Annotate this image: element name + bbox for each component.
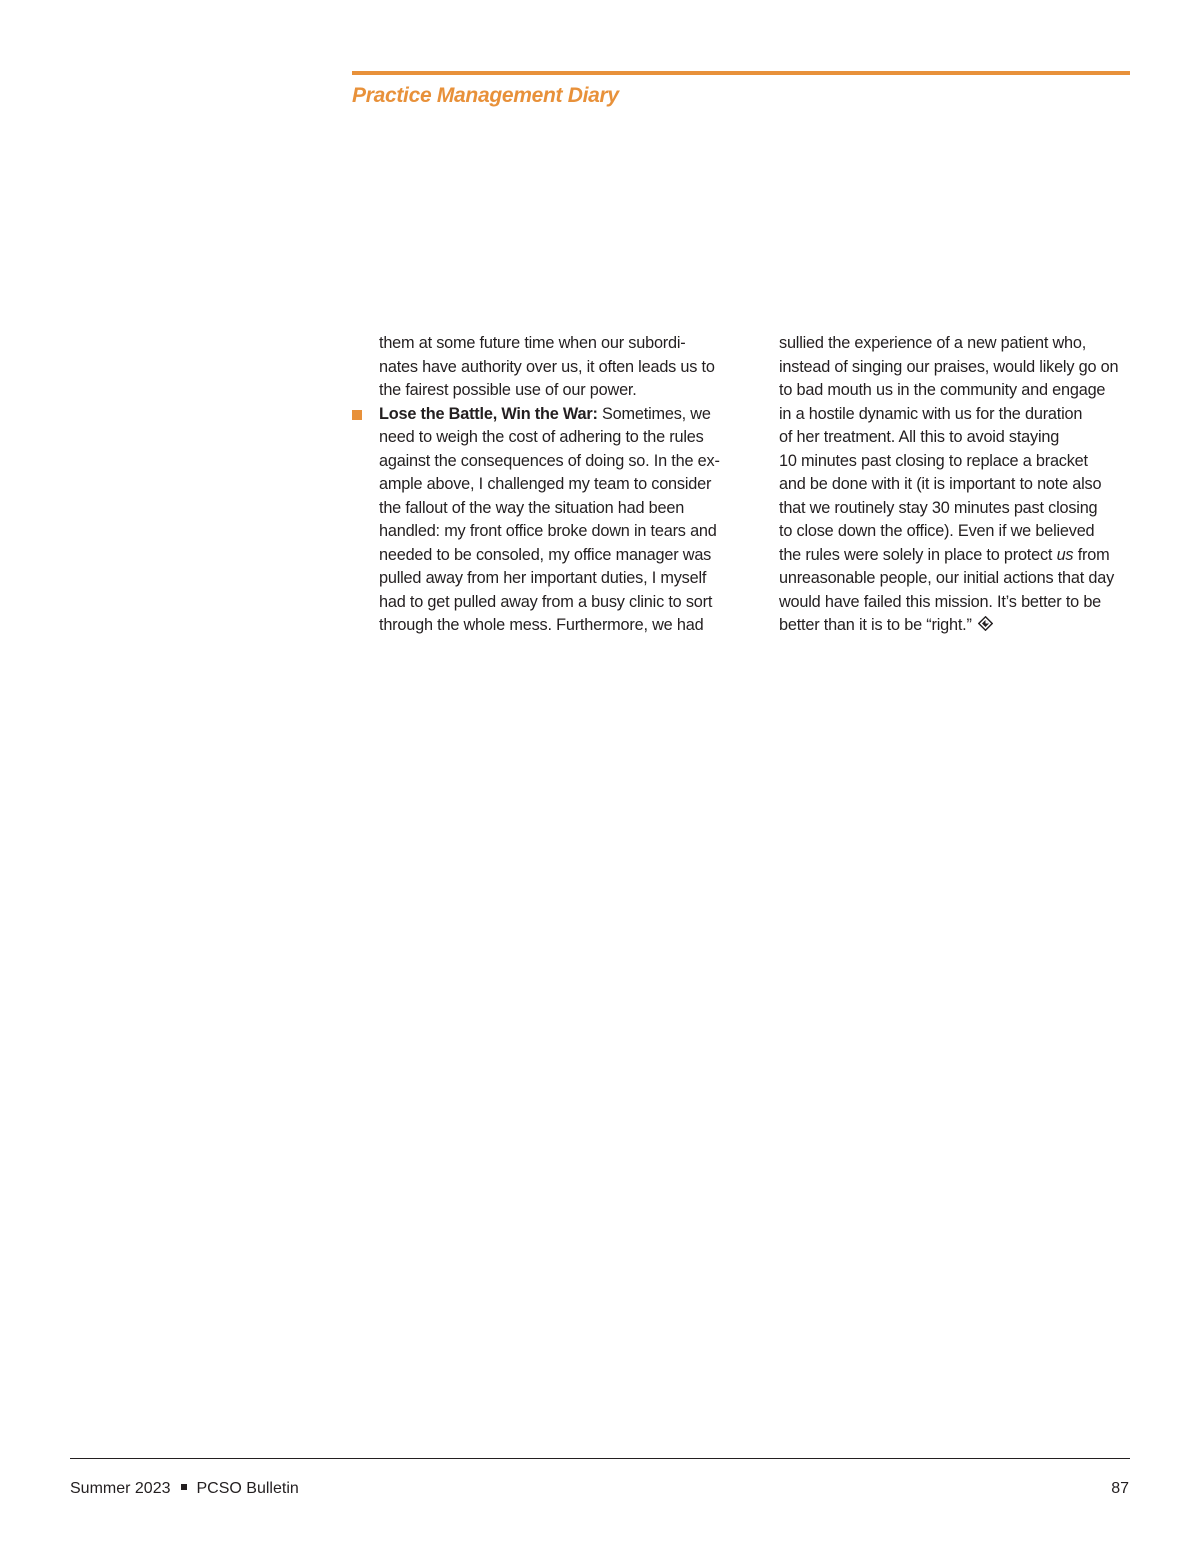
bullet-heading: Lose the Battle, Win the War:	[379, 404, 598, 423]
page-number: 87	[1111, 1480, 1129, 1497]
footer-issue: Summer 2023	[70, 1480, 171, 1497]
text-line	[779, 614, 1139, 638]
text-line: the fairest possible use of our power.	[379, 381, 637, 399]
text-line: pulled away from her important duties, I myself	[379, 569, 707, 587]
diamond-end-mark-icon	[978, 616, 993, 631]
text-fragment: Sometimes, we	[597, 404, 711, 423]
footer-publication: PCSO Bulletin	[196, 1480, 299, 1497]
text-fragment: from	[1073, 545, 1110, 564]
text-line: had to get pulled away from a busy clinic to sort	[379, 592, 713, 611]
text-line: needed to be consoled, my office manager was	[379, 545, 712, 564]
article-left-column	[379, 332, 739, 638]
text-line: through the whole mess. Furthermore, we had	[379, 616, 704, 634]
text-fragment: better than it is to be “right.”	[779, 616, 972, 634]
text-line: that we routinely stay 30 minutes past closing	[779, 498, 1098, 517]
text-line: sullied the experience of a new patient who,	[779, 334, 1087, 352]
text-line: the fallout of the way the situation had been	[379, 498, 685, 517]
text-line: in a hostile dynamic with us for the duration	[779, 404, 1083, 423]
text-line: them at some future time when our subordi-	[379, 334, 686, 352]
text-line: to close down the office). Even if we believed	[779, 522, 1095, 540]
emphasis-word: us	[1056, 545, 1074, 564]
text-line: would have failed this mission. It’s better to be	[779, 592, 1102, 611]
text-line: instead of singing our praises, would likely go on	[779, 357, 1119, 376]
text-line: and be done with it (it is important to note also	[779, 475, 1102, 493]
square-separator-icon	[181, 1484, 187, 1490]
bullet-item	[379, 403, 739, 427]
section-title: Practice Management Diary	[352, 84, 619, 107]
square-bullet-icon	[352, 410, 362, 420]
footer-issue-info	[70, 1480, 299, 1498]
text-fragment: the rules were solely in place to protect	[779, 545, 1057, 564]
footer-rule	[70, 1458, 1130, 1459]
text-line: against the consequences of doing so. In the ex-	[379, 451, 720, 470]
text-line: of her treatment. All this to avoid staying	[779, 428, 1060, 446]
text-line: unreasonable people, our initial actions that day	[779, 569, 1115, 587]
text-line	[779, 544, 1139, 568]
text-line: 10 minutes past closing to replace a bracket	[779, 451, 1088, 470]
text-line: ample above, I challenged my team to consider	[379, 475, 712, 493]
text-line: need to weigh the cost of adhering to the rules	[379, 428, 704, 446]
header-rule	[352, 71, 1130, 75]
text-line: nates have authority over us, it often leads us to	[379, 357, 715, 376]
text-line: to bad mouth us in the community and engage	[779, 381, 1106, 399]
article-right-column	[779, 332, 1139, 638]
text-line: handled: my front office broke down in tears and	[379, 522, 717, 540]
